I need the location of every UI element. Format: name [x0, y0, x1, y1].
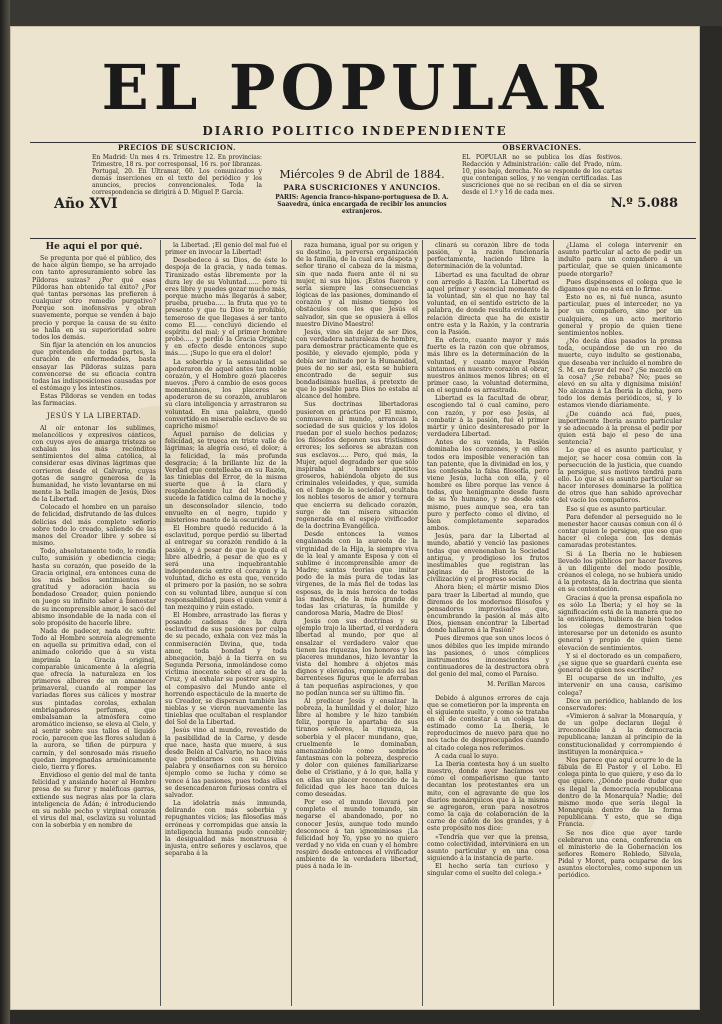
paragraph: Al predicar Jesús y ensalzar la pobreza, la humildad y el dolor, hizo libre al hombre y le hizo también feliz, porque le apartaba de sus tiranos señores, la riqueza, la soberbia y el placer mundano, que, cruelmente le dominaban, amenazándole como sombríos fantasmas con la pobreza, desprecio y dolor con quienes familiarizarse debe el Cristiano, y á lo que, halla y en ellas un placer reconocido de la felicidad que les hace tan dulces como deseadas.	[296, 697, 418, 798]
column-4	[427, 242, 549, 1002]
paragraph: ¿De cuándo acá fué, pues, impertinente Iberia asunto particular y se adecuado á la prensa el pedir por quien está bajo el peso de una sentencia?	[558, 410, 682, 447]
paragraph: Desobedece á su Dios, de éste lo despoja de la gracia, y nada temas. Tiranizado estás libremente por la dura ley de su Voluntad...... pero tú eres libre y puedes gozar mucho más, porque mucho más llegarás á saber, prueba, prueba..... la fruta que yo te presento y que tu Dios te prohibió, temeroso de que llegases á ser tanto como El...... concluyó diciendo el espíritu del mal; y el primer hombre probó..... y perdió la Gracia Original; y en efecto desde entonces supo más..... ¡Supo lo que era el dolor!	[165, 257, 287, 358]
observations-text: EL POPULAR no se publica los días festivos. Redacción y Administración: calle del Prado, núm. 10, piso bajo, derecha. No se responde de los cartas que contengan sellos, y no vengan certificadas. Las suscriciones que no se reciban en el día se sirven desde el 1.º y 16 de cada mes.	[462, 154, 622, 196]
binding-spine	[0, 0, 10, 1024]
paragraph: Aquel paraíso de delicias y felicidad, se trueca en triste valle de lágrimas; la alegría cesó, el dolor; á la felicidad, la más profunda desgracia; á la brillante luz de la Verdad que centelleaba en su Razón, las tinieblas del Error, de la misma suerte que á la clara y resplandeciente luz del Mediodía, sucede la fatídica calma de la noche y un desconsolador silencio, todo envuelto en el negro, tupido y misterioso manto de la oscuridad.	[165, 431, 287, 524]
paragraph: Gracias á que la prensa española no es sólo La Iberia; y el hoy se la significación está de la manera que no la envidiamos, hubiera de bien todos los colegas demostrarán que interesarse por un detenido es asunto general y propio de quien tiene elevación de sentimientos.	[558, 594, 682, 652]
paragraph: La idolatría más inmunda, delirando con más soberbia y repugnantes vicios; las filosofías más erróneas y corrompidas que ansía la inteligencia humana pudo concebir; la desigualdad más monstruosa é injusta, entre señores y esclavos, que separaba á la	[165, 800, 287, 858]
paragraph: Nos parece que aquí ocurre lo de la fábula de El Pastor y el Lobo. El colega pinta lo que quiere, y eso da lo que quiere. ¿Dónde puede dudar que es ilegal la democracia republicana dentro de la Monarquía? Nadie; del mismo modo que sería ilegal la Monarquía dentro de la forma republicana. Y esto, que se diga Francia.	[558, 756, 682, 829]
paragraph: Se pregunta por qué el público, des de hace algún tiempo, se ha arrojado con tanto apresuramiento sobre las Píldoras suizas? ¿Por qué esas Píldoras han obtenido tal éxito? ¿Por qué tantas personas las prefieren á cualquier otro remedio purgativo? Porque son inofensivas y obran suavemente, porque se venden á bajo precio y porque la causa de su éxito se halla en su superioridad sobre todos los demás.	[32, 255, 156, 341]
paragraph: Dice un periódico, hablando de los conservadores:	[558, 697, 682, 712]
paragraph: Libertad es una facultad de obrar con arreglo á Razón. La Libertad es aquel primer y esencial momento de la voluntad, sin el que no hay tal voluntad, en el sentido estricto de la palabra, de donde resulta evidente la relación directa que ha de existir entre esta y la Razón, y la contraria con la Pasión.	[427, 271, 549, 336]
paragraph: Para defender al perseguido no le menester hacer causas comun con él ó contar quien le persigue, que eso que hacer el colega con los demás camaradas protestantes.	[558, 513, 682, 550]
paragraph: Todo, absolutamente todo, le rendía culto, sumisión y obediencia ciega; hasta su corazón, que poseído de la Gracia original, era entonces cuna de los más bellos sentimientos de gratitud y adoración hacia su bondadoso Creador, quien poniendo en juego su infinito saber á bienestar de su incomprensible amor, le sacó del abismo insondable de la nada con el solo propósito de hacerle libre.	[32, 548, 156, 627]
column-2	[165, 242, 287, 1002]
paragraph: Y si el doctorado es un compañero, ¿se sigue que se guardará cuenta ese general de quien nos escribe?	[558, 652, 682, 675]
paragraph: La Iberia contesta hoy á un suelto nuestro, donde ayer hacíamos ver cómo el compañerismo que tanto decantan los protestantes era un mito, con el agravante de que los diarios monárquicos que á la misma se agregaron, eran para nosotros como la caja de colaboración de la carne de cañón de los grandes, y á este propósito nos dice:	[427, 760, 549, 833]
paragraph: Desde entonces la vemos engalanada con la aureola de la virginidad de la Hija, la siempre viva de la leal y amante Esposa y con el sublime é incomprensible amor de Madre; santas teorías que imitar podo de la más pura de todas las vírgenes, de la más fiel de todas las esposas, de la más heroica de todas las madres, de la más grande de todas las criaturas, la humilde y candorosa María, Madre de Dios!	[296, 531, 418, 617]
paragraph: Sus doctrinas libertadoras pusieron en práctica por El mismo, conmueven al mundo, arrancan la sociedad de sus quicios y los ídolos ruedan por el suelo hechos pedazos; los filósofos deponen sus tristísimos errores; los señores se abrazan con sus esclavos..... Pero, qué más, la Mujer, aquel degradado ser que sólo inspiraba al hombre apetitos groseros, habiéndola objeto de sus criminales veleidades, y que, sumida en el fango de la sociedad, ocultaba los nobles tesoros de amor y ternura que encierra su delicado corazón, surge de tan mísera situación regenerada en el espejo vivificador de la doctrina Evangélica.	[296, 401, 418, 531]
paragraph: A cada cual lo suyo.	[435, 752, 499, 760]
paragraph: En efecto, cuanto mayor y más fuerte es la razón con que obramos, más libre es la determinación de la voluntad, y cuanto mayor Pasión sintamos en nuestro corazón al obrar, nuestros ánimos menos libres; en el primer caso, la voluntad determina, en el segundo es arrastrada.	[427, 337, 549, 395]
paragraph: Jesús, vino sin dejar de ser Dios, con verdadera naturaleza de hombre, para demostrar prácticamente que es posible, y elevado ejemplo, poda y debía ser imitado por la Humanidad, pues de no ser así, esta se hubiera encontrado de seguir sus bondadísimas huellas, á pretexto de que lo posible para Dios no estaba al alcance del hombre.	[296, 328, 418, 401]
paragraph: raza humana, igual por su origen y su destino, la perversa organización de la familia, de la cual era déspota y señor tirano el cabeza de la misma, sin que nada fuera ante él ni su mujer, ni sus hijos. ¡Estos fueron y sería siempre las consecuencias lógicas de las pasiones, dominando el corazón y al mismo tiempo los obstáculos con los que Jesús el salvador, sin que se opusiera á ellos nuestro Divino Maestro!	[296, 242, 418, 328]
column-divider	[553, 240, 554, 1006]
paragraph: Lo que el es asunto particular, y mejor, se hacer cosa común con la persecución de la justicia, que cuando la persigue, sus motivos tendrá para ello. Lo que sí es asunto particular se hacer intereses dominarse la política de otros que han sabido aprovechar del vacío los compañeros.	[558, 447, 682, 505]
paragraph: Debido á algunos errores de caja que se cometieron por la imprenta en el siguiente suelto, y como se trataba en él de contestar á un colega tan estimado como La Iberia, le reproducimos de nuevo para que no nos tache de despreocupados cuando al citado colega nos referimos.	[427, 694, 549, 752]
newspaper-page	[10, 26, 700, 1010]
paragraph: El hecho sería tan curioso y singular como el suelto del colega.»	[427, 863, 549, 878]
column-divider	[160, 240, 161, 1006]
column-divider	[291, 240, 292, 1006]
paragraph: El Hombre quedó reducido á la esclavitud, porque perdió su libertad al entregar su corazón rendido á la pasión, y á pesar de que le queda el libre albedrío, á pesar de que es y será una inquebrantable independencia entre el corazón y la voluntad, dicho es esta que, vencido el primero por la pasión, no se sobra con su voluntad libre, aunque sí con responsabilidad, pues el quien venir á tan mezquino y ruin estado.	[165, 525, 287, 611]
observations-box	[462, 144, 622, 234]
paragraph: Esto no es, ni fué nunca, asunto particular, pues el interceder, no ya por un compañero, sino por un cualquiera, es un acto meritorio general y propio de quien tiene sentimientos nobles.	[558, 294, 682, 337]
author-signature: M. Perillan Marcos	[487, 681, 545, 689]
paragraph: «Tendría que ver que la prensa, como colectividad, interviniera en un asunto particular y en una cosa siguiendo á la instancia de parte.	[427, 833, 549, 862]
paragraph: clinará su corazón libre de toda pasión, y la razón funcionaría perfectamente, haciendo libre la determinación de la voluntad.	[427, 242, 549, 271]
paragraph: «Vimieron á salvar la Monarquía, y de un golpe declaran ilegal é irreconocible á la democracia republicana; lanzan al principio de la constitucionalidad y corrompiendo é instituyen la monárquica.»	[558, 713, 682, 756]
masthead-title: EL POPULAR	[101, 51, 609, 124]
issue-date: Miércoles 9 de Abril de 1884.	[279, 168, 445, 181]
paragraph: ¿No decía días pasados la prensa toda, ocupándose de un reo de muerte, cuyo indulto se gestionaba, que deseaba ver incluído el nombre de S. M. en favor del reo? ¿Se mezcló en la cosa? ¿Se rebaba? No; pues se elevó en su alta y dignísima misión! No alcanza á La Iberia la dicha, pero todo los demás periódicos, sí, y lo estamos viendo diariamente.	[558, 338, 682, 410]
ads-caption: PARA SUSCRICIONES Y ANUNCIOS.	[283, 184, 441, 192]
column-3	[296, 242, 418, 1002]
paragraph: Jesús vino al mundo, revestido de la pasibilidad de la Carne, y desde que nace, hasta que muere, á sus desde Belén al Calvario, no hace más que predicarnos con su Divina palabra y enseñarnos con su heroico ejemplo como se lucha y cómo se vence á las pasiones, pues todas ellas se desencadenaron furiosas contra el salvador.	[165, 727, 287, 799]
ads-box	[272, 184, 452, 238]
paragraph: Libertad es la facultad de obrar, escogiendo tal ó cual camino, pero con razón, y por eso Jesús, al combatir á la pasión, fué el primer mártir y único desinteresado por la verdadera Libertad.	[427, 395, 549, 439]
paragraph: Antes de su venida, la Pasión dominaba los corazones, y en ellos todos era imposible veneración tan tan patente, que la divinidad en los, y las confesaba la falsa filosofía, pero viene Jesús, lucha con ella, y el hombre es libre porque las vence á todas, que henigmante desde fuera de su Yo humano, y no desde este mismo, pues aunque sea, era tan puro y perfecto como el divino, el bien completamente separados ambos.	[427, 439, 549, 533]
paragraph: Jesús, para dar la Libertad al mundo, abatió y venció las pasiones todas que envenenaban la Sociedad antigua, y prodigioso los frutos inestimables que registran las páginas de la Historia de la civilización y el progreso social.	[427, 533, 549, 584]
prices-text: En Madrid: Un mes 4 rs. Trimestre 12. En provincias: Trimestre, 18 rs. por corresponsal, 16 rs. por libranzas. Portugal, 20. En Ultramar, 60. Los comunicados y demás inserciones en el texto del periódico y los anuncios, precios convencionales. Toda la correspondencia se dirigirá á D. Miguel P. García.	[92, 154, 262, 196]
paragraph: Sin fijar la atención en los anuncios que pretenden de todas partes, la curación de enfermedades, basta ensayar las Píldoras suizas para convencerse de su eficacia contra todas las indisposiciones causadas por el estómago y los intestinos.	[32, 342, 156, 392]
scan-top-background	[0, 0, 722, 26]
issue-number: N.º 5.088	[610, 196, 678, 211]
ads-text: PARIS: Agencia franco-hispano-portuguesa de D. A. Saavedra, única encargada de recibir los anuncios extranjeros.	[275, 194, 449, 215]
paragraph: La soberbia y la sensualidad se apoderaron de aquel antes tan noble corazón, y el Hombre gozó placeres nuevos. ¡Pero á cambio de esos goces momentáneos, los placeres se apoderaron de su corazón, anublaron su clara inteligencia y arrastraron su voluntad. En una palabra, quedó convertido en miserable esclavo de su capricho mismo!	[165, 358, 287, 430]
header-top-rule	[30, 142, 696, 143]
article-title-jesus-libertad: JESÚS Y LA LIBERTAD.	[46, 412, 142, 421]
header-bottom-rule	[30, 238, 696, 239]
masthead-subtitle: DIARIO POLITICO INDEPENDIENTE	[202, 124, 508, 138]
column-1	[32, 242, 156, 1002]
paragraph: Por eso el mundo llevará por completo el mundo tomando, sin negarse el abandonado, por no conocer Jesús, aunque todo mundo desconoce á tan ignominiosas ¡La felicidad hoy Yo, ypse yo no quiero verdad y no vida en cuan y el hombre respiró desde entonces el vivificador ambiente de la verdadera libertad, pues á nada le in-	[296, 799, 418, 871]
paragraph: Eso sí que es asunto particular.	[566, 505, 667, 513]
prices-box	[92, 144, 262, 234]
paragraph: la Libertad. ¡El genio del mal fué el primer en invocar la Libertad!	[165, 242, 287, 257]
paragraph: Colocado el hombre en un paraíso de felicidad, disfrutando de las dulces delicias del más completo señorío sobre todo lo creado, saliendo de las manos del Creador libre y sobre sí mismo.	[32, 504, 156, 548]
paragraph: El Hombre, arrastrado las fieras y posando cadenas de la dura esclavitud de sus pasiones por culpa de su pecado, exhala con vez más la conmiseración Divina, que, toda amor, toda bondad y toda abnegación, bajó á la tierra en su Segunda Persona, inmolándose como víctima inocente sobre el ara de la Cruz, y al exhalar su postrer suspiro, el compasivo del Mundo ante el horrendo espectáculo de la muerte de su Creador, se dispersan también las nieblas y se vieron nuevamente las tinieblas que ocultaban el resplandor del Sol de la Libertad.	[165, 611, 287, 727]
column-divider	[422, 240, 423, 1006]
paragraph: Estas Píldoras se venden en todas las farmacias.	[32, 393, 156, 408]
paragraph: ¿Llama el colega intervenir en asunto particular al acto de pedir un indulto para un compañero á un particular, que se quien únicamente puede otorgarlo?	[558, 242, 682, 278]
paragraph: Nada de padecer, nada de sufrir. Todo al Hombre sonreía alegremente en aquella su primitiva edad, con el animado colorido que á su vista imprimía la Gracia original, comparable únicamente á la alegría que ofrecía la naturaleza en los primeros albores de un amanecer primaveral, cuando al romper las variadas flores sus cálices y mostrar sus pintadas corolas, exhalan embriagadores perfumes, que embalsaman la atmósfera como aromático incienso, se eleva al Cielo, y al sentir sobre sus tallos el líquido rocío, parecen que las flores saludan á la aurora, se tiñen de púrpura y carmín, y del sonrosado más risueño quedan impregnadas armónicamente cielo, tierra y flores.	[32, 627, 156, 771]
paragraph: Se nos dice que ayer tarde celebraron una cena, conferencia en el ministerio de la Gobernación los señores Romero Robledo, Silvela, Pidal y Moret, para ocuparse de los asuntos electorales, como suponen un periódico.	[558, 829, 682, 880]
paragraph: Pues diremos que son unos locos ó unos débiles que les impide mirando las pasiones, ó unos cómplices instrumentos inconscientes y continuadores de la destructora obra del genio del mal, como el Paraíso.	[427, 635, 549, 679]
paragraph: Si á La Iberia no le hubiesen llevado los públicos por hacer favores á un diligente del modo posible, créanos el colega, no se hubiera unido á la protesta, da la doctrina que sienta en su contestación.	[558, 550, 682, 594]
paragraph: Jesús con sus doctrinas y su ejemplo trajo la libertad, el verdadera libertad al mundo, por que al ensalzar el verdadero valor que tienen las riquezas, los honores y los placeres mundanos, hizo levantar la vista del hombre á objetos más dignos y elevados, rompiendo así las barrenteses figuras que le aferraban á tan pequeñas aspiraciones, y que no podían nunca ser su último fin.	[296, 618, 418, 697]
observations-caption: OBSERVACIONES.	[502, 144, 582, 152]
paragraph: Pues dispénsenos el colega que le digamos que no está en lo firme.	[558, 278, 682, 293]
paragraph: Envidioso el genio del mal de tanta felicidad y ansiando hacer al Hombre presa de su furor y maléficas garras, extiende sus negras alas por la clara inteligencia de Adán; é introduciendo en su noble pecho y virginal corazón el virus del mal, esclaviza su voluntad con la soberbia y en nombre de	[32, 772, 156, 830]
column-5	[558, 242, 682, 1002]
prices-caption: PRECIOS DE SUSCRICION.	[118, 144, 236, 152]
paragraph: Ahora bien; el mártir mismo Dios para traer la Libertad al mundo, que diremos de los modernos filósofos y pensadores improvisados que, encumbrando la pasión al más alto Dios, piensan encontrar la Libertad donde hallaron á la Pasión?	[427, 584, 549, 635]
article-title-pildoras: He aquí el por qué.	[45, 242, 143, 252]
paragraph: El ocuparse de un indulto, ¿es intervenir en una causa, carísimo colega?	[558, 675, 682, 697]
year-label: Año XVI	[54, 196, 118, 212]
paragraph: Al oír entonar los sublimes, melancólicos y expresivos cánticos, con cuyos ayes de amarga tristeza se exhalan los más recónditos sentimientos del alma católica, al considerar esas divinas lágrimas que corrieron desde el Calvario, cuyas gotas de sangre generosa de la humanidad, he visto levantarse en mi mente la bella imagen de Jesús, Dios de la Libertad.	[32, 424, 156, 504]
